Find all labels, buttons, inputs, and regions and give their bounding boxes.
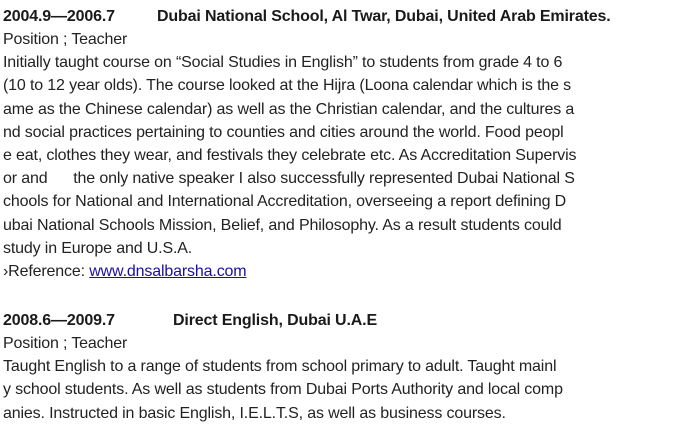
description-line: ubai National Schools Mission, Belief, and Philosophy. As a result students could bbox=[3, 216, 562, 234]
entry-employer: Direct English, Dubai U.A.E bbox=[173, 312, 377, 329]
reference-link[interactable]: www.dnsalbarsha.com bbox=[89, 263, 247, 281]
entry-heading bbox=[3, 5, 679, 28]
description-line: chools for National and International Accreditation, overseeing a report defining D bbox=[3, 193, 567, 211]
description-line: anies. Instructed in basic English, I.E.L.T.S, as well as business courses. bbox=[3, 404, 506, 422]
description-line: y school students. As well as students from Dubai Ports Authority and local comp bbox=[3, 381, 563, 399]
entry-position: Position ; Teacher bbox=[3, 31, 128, 48]
description-line: study in Europe and U.S.A. bbox=[3, 239, 193, 257]
description-line: Initially taught course on “Social Studies in English” to students from grade 4 to 6 bbox=[3, 54, 563, 72]
description-line: Taught English to a range of students from school primary to adult. Taught mainl bbox=[3, 358, 557, 376]
description-line: ame as the Chinese calendar) as well as the Christian calendar, and the cultures a bbox=[3, 100, 575, 118]
description-line: nd social practices pertaining to counties and cities around the world. Food peopl bbox=[3, 123, 564, 141]
description-line: e eat, clothes they wear, and festivals they celebrate etc. As Accreditation Supervis bbox=[3, 147, 577, 165]
entry-heading bbox=[3, 309, 679, 332]
experience-entry bbox=[3, 5, 679, 283]
description-line: or and the only native speaker I also successfully represented Dubai National S bbox=[3, 170, 575, 188]
entry-position: Position ; Teacher bbox=[3, 335, 128, 352]
description-line: (10 to 12 year olds). The course looked at the Hijra (Loona calendar which is the s bbox=[3, 77, 572, 95]
entry-period: 2008.6—2009.7 bbox=[3, 312, 115, 329]
experience-entry bbox=[3, 309, 679, 425]
reference-line bbox=[3, 260, 679, 283]
entry-period: 2004.9—2006.7 bbox=[3, 8, 115, 25]
reference-label: ›Reference: bbox=[3, 263, 90, 281]
entry-employer: Dubai National School, Al Twar, Dubai, United Arab Emirates. bbox=[157, 8, 611, 25]
